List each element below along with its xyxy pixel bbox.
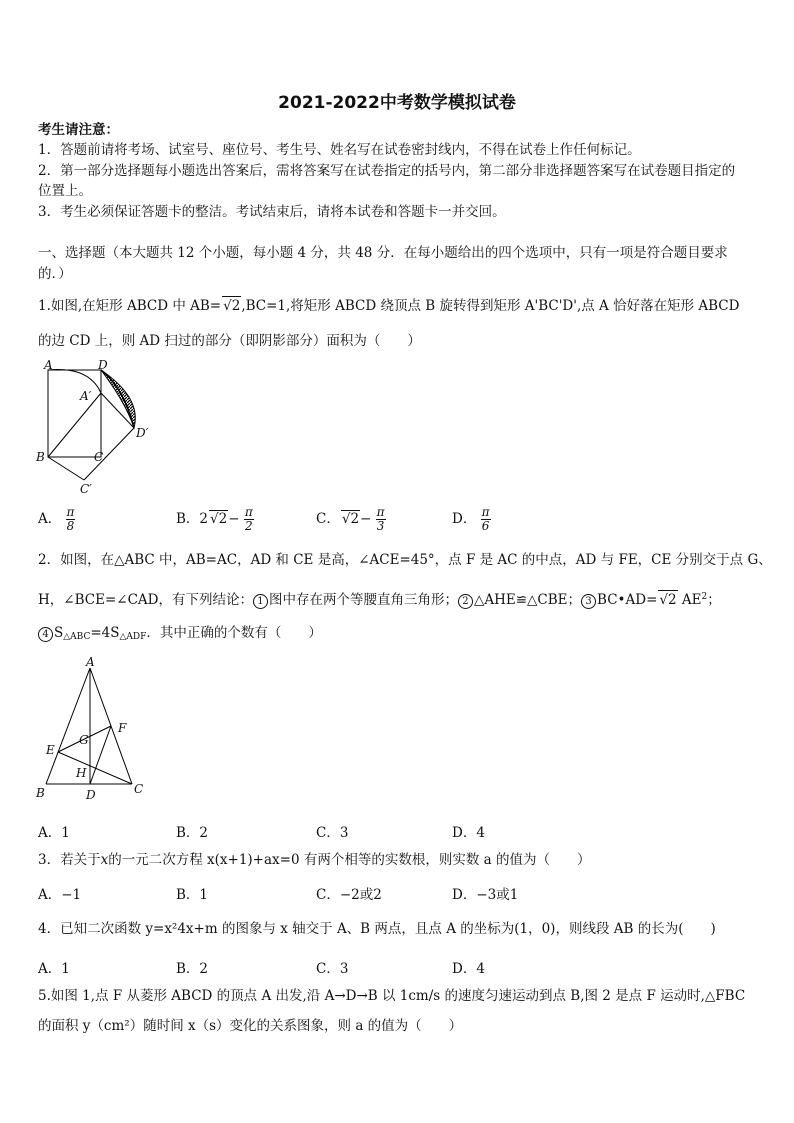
question-2-text-cont: H，∠BCE=∠CAD，有下列结论： 1 图中存在两个等腰直角三角形； 2 △AHE≌△CBE； 3 BC•AD= √2 $AE^2$；	[38, 592, 721, 608]
question-2-text: 2．如图，在△ABC 中，AB=AC，AD 和 CE 是高，∠ACE=45°，点 F 是 AC 的中点，AD 与 FE，CE 分别交于点 G、	[38, 552, 772, 568]
circled-number: 2	[458, 594, 473, 609]
fig2-label-E: E	[46, 743, 55, 757]
question-5-text: 5.如图 1,点 F 从菱形 ABCD 的顶点 A 出发,沿 A→D→B 以 1cm/s 的速度匀速运动到点 B,图 2 是点 F 运动时,△FBC	[38, 988, 746, 1004]
question-1-figure	[34, 358, 164, 498]
notice-heading: 考生请注意：	[38, 122, 119, 138]
notice-item: 3．考生必须保证答题卡的整洁。考试结束后，请将本试卷和答题卡一并交回。	[38, 204, 506, 220]
question-3-option-a: A．−1	[38, 887, 82, 903]
question-2-figure	[34, 654, 154, 804]
question-4-option-b: B．2	[176, 961, 209, 977]
fig2-label-D: D	[86, 788, 96, 802]
question-2-option-b: B．2	[176, 825, 209, 841]
fig2-label-C: C	[134, 782, 144, 796]
circled-number: 3	[581, 594, 596, 609]
question-1-option-c: C． √2− $\frac{\pi}{3}$	[316, 505, 385, 533]
fig1-label-C-prime: C′	[80, 482, 92, 496]
question-1-text: 1.如图,在矩形 ABCD 中 AB= √2,BC=1,将矩形 ABCD 绕顶点 B 旋转得到矩形 A'BC'D',点 A 恰好落在矩形 ABCD	[38, 298, 740, 314]
question-1-option-a: A． $\frac{\pi}{8}$	[38, 505, 75, 533]
circled-number: 4	[38, 627, 53, 642]
fig1-label-A: A	[44, 358, 53, 372]
question-4-option-a: A．1	[38, 961, 70, 977]
fig2-label-F: F	[118, 721, 127, 735]
question-1-option-d: D． $\frac{\pi}{6}$	[452, 505, 490, 533]
notice-item: 2．第一部分选择题每小题选出答案后，需将答案写在试卷指定的括号内，第二部分非选择题答案写在试卷题目指定的	[38, 163, 736, 179]
fig2-label-B: B	[36, 786, 45, 800]
question-3-option-d: D．−3或1	[452, 887, 519, 903]
section-heading: 一、选择题（本大题共 12 个小题，每小题 4 分，共 48 分．在每小题给出的四个选项中，只有一项是符合题目要求	[38, 245, 728, 261]
page-title: 2021-2022中考数学模拟试卷	[278, 93, 516, 113]
question-2-option-a: A．1	[38, 825, 70, 841]
fig1-label-A-prime: A′	[80, 389, 92, 403]
fig2-label-H: H	[76, 766, 87, 780]
fig2-label-G: G	[79, 733, 89, 747]
sqrt-symbol: √2	[223, 298, 241, 314]
fig1-label-D: D	[98, 358, 108, 372]
notice-item: 位置上。	[38, 183, 92, 199]
question-1-option-b: B．2 √2− $\frac{\pi}{2}$	[176, 505, 253, 533]
question-4-option-d: D．4	[452, 961, 485, 977]
notice-item: 1．答题前请将考场、试室号、座位号、考生号、姓名写在试卷密封线内，不得在试卷上作任何标记。	[38, 142, 641, 158]
question-2-option-c: C．3	[316, 825, 349, 841]
question-2-text-cont2: 4 $S_{\triangle ABC}=4S_{\triangle ADF}$．其中正确的个数有（ ）	[38, 624, 322, 646]
question-1-text-cont: 的边 CD 上，则 AD 扫过的部分（即阴影部分）面积为（ ）	[38, 333, 421, 349]
fig1-label-D-prime: D′	[136, 426, 149, 440]
question-4-option-c: C．3	[316, 961, 349, 977]
question-4-text: 4．已知二次函数 y=x²4x+m 的图象与 x 轴交于 A、B 两点，且点 A 的坐标为(1，0)，则线段 AB 的长为( )	[38, 921, 716, 937]
question-2-option-d: D．4	[452, 825, 485, 841]
fig1-label-C: C	[94, 450, 104, 464]
question-3-text: 3．若关于x的一元二次方程 x(x+1)+ax=0 有两个相等的实数根，则实数 a 的值为（ ）	[38, 852, 591, 868]
section-heading-cont: 的．）	[38, 266, 72, 282]
question-3-option-b: B．1	[176, 887, 209, 903]
fig1-label-B: B	[36, 450, 45, 464]
circled-number: 1	[253, 594, 268, 609]
question-5-text-cont: 的面积 y（cm²）随时间 x（s）变化的关系图象，则 a 的值为（ ）	[38, 1018, 463, 1034]
question-3-option-c: C．−2或2	[316, 887, 382, 903]
fig2-label-A: A	[86, 655, 95, 669]
